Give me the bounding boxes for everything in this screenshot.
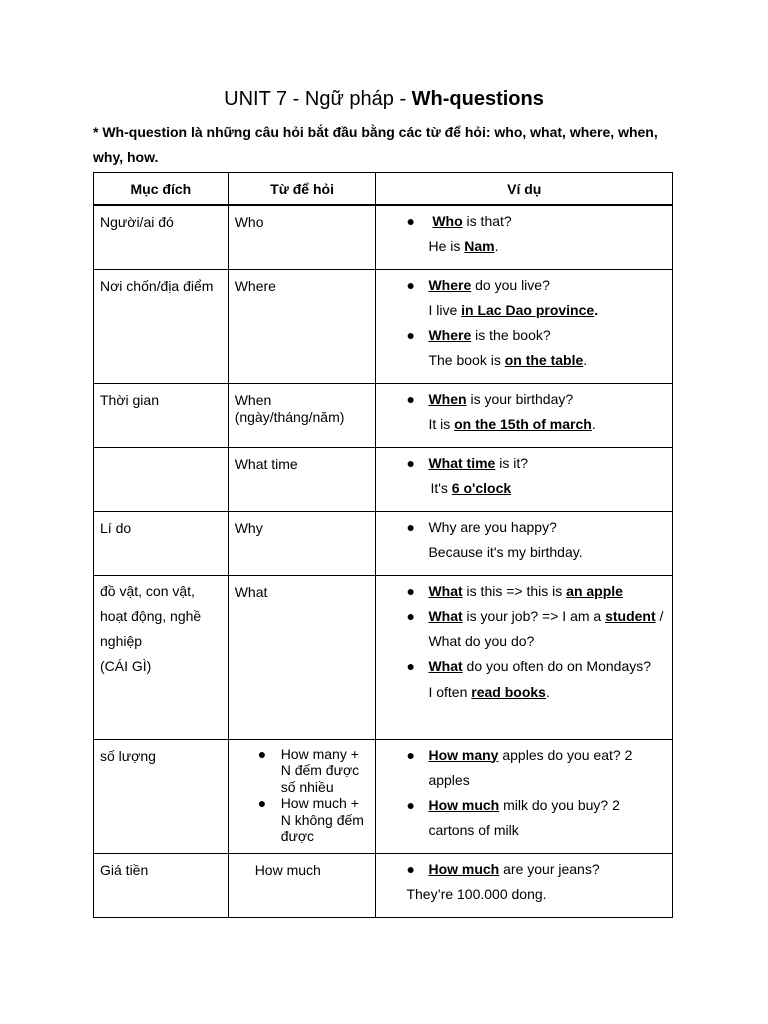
bullet-icon: ● [257, 745, 267, 762]
example-cell [376, 853, 673, 917]
table-row [94, 447, 673, 511]
grammar-table [93, 172, 673, 918]
answer-text: They’re 100.000 dong. [406, 885, 547, 902]
purpose-cell: số lượng [94, 739, 229, 853]
bullet-icon: ● [406, 746, 415, 763]
purpose-cell: Giá tiền [94, 853, 229, 917]
title-bold: Wh-questions [411, 88, 544, 110]
table-row [94, 575, 673, 739]
header-example: Ví dụ [376, 173, 673, 206]
table-row [94, 383, 673, 447]
word-cell: What time [228, 447, 376, 511]
answer-text: I live in Lac Dao province. [428, 301, 599, 318]
answer-text: The book is on the table. [428, 352, 588, 369]
example-cell [376, 575, 673, 739]
answer-text: It is on the 15th of march. [428, 415, 596, 432]
example-cell [376, 447, 673, 511]
list-item: ● How many apples do you eat? 2 apples [380, 743, 668, 794]
table-row [94, 853, 673, 917]
example-cell [376, 739, 673, 853]
intro-text: * Wh-question là những câu hỏi bắt đầu bằng các từ để hỏi: who, what, where, when, why, how. [93, 124, 658, 165]
list-item: ● Who is that? [380, 209, 668, 234]
bullet-icon: ● [406, 582, 415, 599]
bullet-icon: ● [406, 276, 415, 293]
word-cell: When (ngày/tháng/năm) [228, 383, 376, 447]
example-cell [376, 511, 673, 575]
purpose-cell: Người/ai đó [94, 205, 229, 269]
bullet-icon: ● [406, 797, 415, 814]
word-cell: Who [228, 205, 376, 269]
page-title [0, 86, 768, 112]
table-header-row [94, 173, 673, 206]
list-item: ● How much milk do you buy? 2 cartons of milk [380, 793, 668, 844]
bullet-icon: ● [406, 213, 415, 229]
bullet-icon: ● [406, 454, 415, 471]
word-cell: Where [228, 269, 376, 383]
purpose-cell: Nơi chốn/địa điểm [94, 269, 229, 383]
word-cell: Why [228, 511, 376, 575]
word-cell: How much [228, 853, 376, 917]
answer-text: It's 6 o'clock [430, 479, 512, 496]
answer-text: He is Nam. [428, 238, 499, 255]
list-item: ● Why are you happy? [380, 515, 668, 540]
purpose-cell: Thời gian [94, 383, 229, 447]
table-row [94, 205, 673, 269]
example-cell [376, 205, 673, 269]
header-question-word: Từ để hỏi [228, 173, 376, 206]
header-purpose: Mục đích [94, 173, 229, 206]
answer-text: Because it's my birthday. [428, 543, 583, 560]
bullet-icon: ● [406, 607, 415, 624]
list-item: ● Where do you live? [380, 273, 668, 298]
word-cell: What [228, 575, 376, 739]
list-item: ● What is your job? => I am a student / What do you do? [380, 604, 668, 655]
list-item: ● What time is it? [380, 451, 668, 476]
answer-text: I often read books. [428, 683, 550, 700]
title-prefix: UNIT 7 - Ngữ pháp - [224, 88, 412, 110]
bullet-icon: ● [406, 327, 415, 344]
bullet-icon: ● [406, 390, 415, 407]
bullet-icon: ● [406, 658, 415, 675]
list-item: ● What is this => this is an apple [380, 579, 668, 604]
purpose-cell [94, 447, 229, 511]
word-cell [228, 739, 376, 853]
bullet-icon: ● [406, 518, 415, 535]
table-row [94, 269, 673, 383]
list-item: ● How much + N không đếm được [257, 795, 364, 844]
purpose-cell: Lí do [94, 511, 229, 575]
table-row [94, 511, 673, 575]
example-cell [376, 269, 673, 383]
purpose-cell: đồ vật, con vật, hoạt động, nghề nghiệp (CÁI GÌ) [94, 575, 229, 739]
bullet-icon: ● [406, 860, 415, 877]
bullet-icon: ● [257, 795, 267, 811]
list-item: ● When is your birthday? [380, 387, 668, 412]
list-item: ● Where is the book? [380, 323, 668, 348]
list-item: ● What do you often do on Mondays? [380, 654, 668, 679]
table-row [94, 739, 673, 853]
example-cell [376, 383, 673, 447]
list-item: ● How much are your jeans? [380, 857, 668, 882]
list-item: ● How many + N đếm được số nhiều [257, 745, 360, 795]
